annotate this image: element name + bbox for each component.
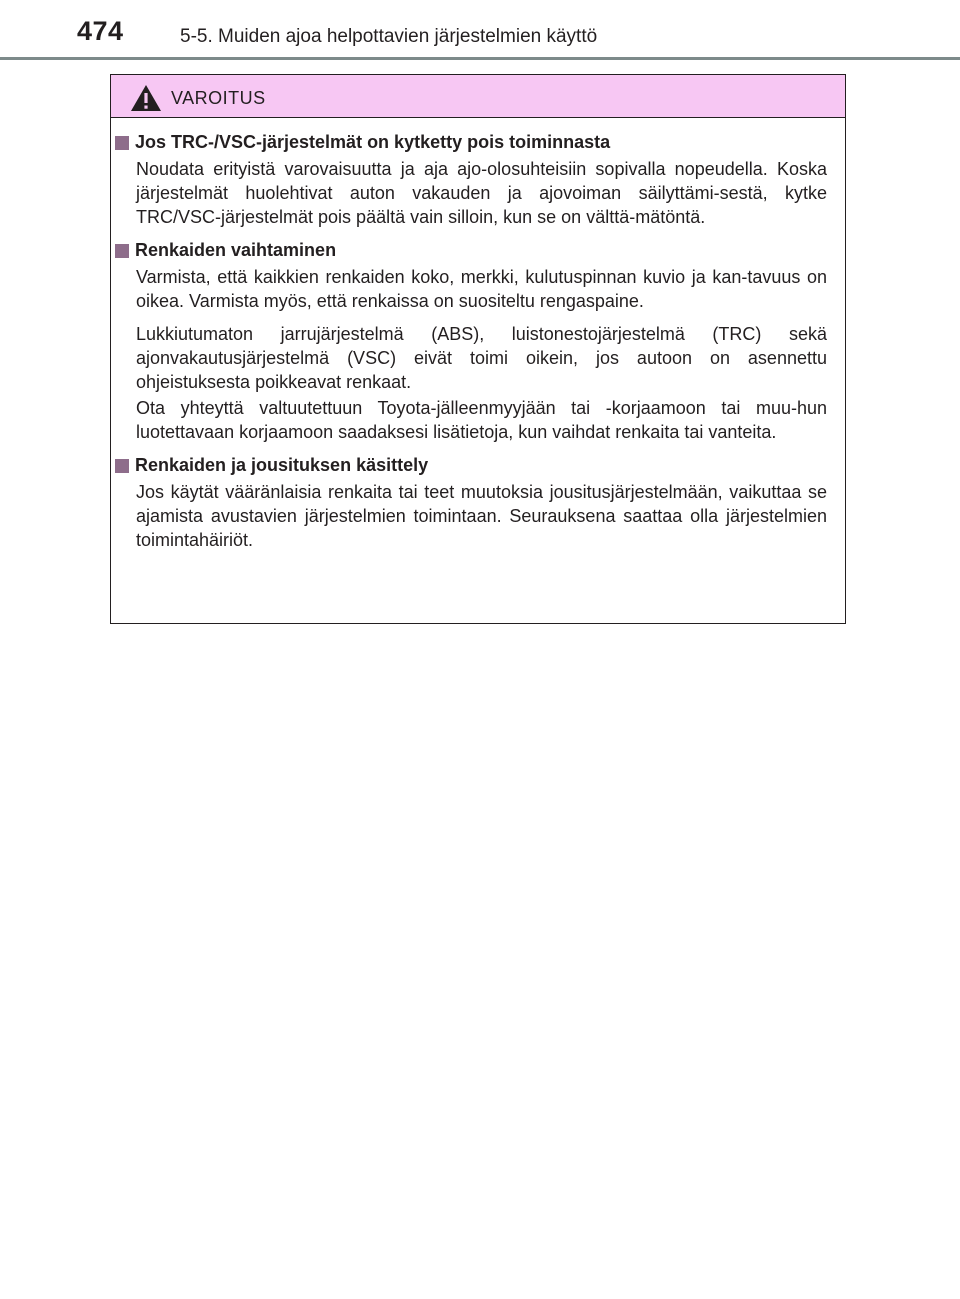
warning-body: [111, 118, 845, 552]
item-paragraph: Varmista, että kaikkien renkaiden koko, merkki, kulutuspinnan kuvio ja kan-tavuus on oikea. Varmista myös, että renkaissa on suositeltu rengaspaine.: [136, 267, 827, 311]
warning-item-tires-suspension: [111, 453, 827, 552]
header-divider: [0, 57, 960, 60]
item-paragraph: Jos käytät vääränlaisia renkaita tai teet muutoksia jousitusjärjestelmään, vaikuttaa se ajamista avustavien järjestelmien toimintaan. Seurauksena saattaa olla järjestelmien toimintahäiriöt.: [136, 482, 827, 550]
item-heading: [111, 453, 827, 478]
section-title: 5-5. Muiden ajoa helpottavien järjestelmien käyttö: [180, 26, 598, 47]
warning-label: VAROITUS: [171, 88, 266, 108]
warning-item-trc-vsc: [111, 130, 827, 229]
item-paragraph: Ota yhteyttä valtuutettuun Toyota-jälleenmyyjään tai -korjaamoon tai muu-hun luotettavaan korjaamoon saadaksesi lisätietoja, kun vaihdat renkaita tai vanteita.: [136, 398, 827, 442]
warning-box: [110, 74, 846, 624]
item-heading-text: Jos TRC-/VSC-järjestelmät on kytketty pois toiminnasta: [135, 132, 611, 152]
warning-triangle-icon: [129, 83, 163, 113]
item-heading-text: Renkaiden vaihtaminen: [135, 240, 337, 260]
warning-item-tire-change: [111, 238, 827, 444]
item-paragraph: Noudata erityistä varovaisuutta ja aja ajo-olosuhteisiin sopivalla nopeudella. Koska järjestelmät huolehtivat auton vakauden ja ajovoiman säilyttämi-sestä, kytke TRC/VSC-järjestelmät pois päältä vain silloin, kun se on välttä-mätöntä.: [136, 159, 827, 227]
page-number: 474: [77, 16, 124, 46]
square-bullet-icon: [115, 136, 129, 150]
item-heading: [111, 238, 827, 263]
item-paragraph: Lukkiutumaton jarrujärjestelmä (ABS), luistonestojärjestelmä (TRC) sekä ajonvakautusjärjestelmä (VSC) eivät toimi oikein, jos autoon on asennettu ohjeistuksesta poikkeavat renkaat.: [136, 324, 827, 392]
item-heading: [111, 130, 827, 155]
square-bullet-icon: [115, 459, 129, 473]
item-heading-text: Renkaiden ja jousituksen käsittely: [135, 455, 429, 475]
square-bullet-icon: [115, 244, 129, 258]
warning-header: [111, 75, 845, 118]
